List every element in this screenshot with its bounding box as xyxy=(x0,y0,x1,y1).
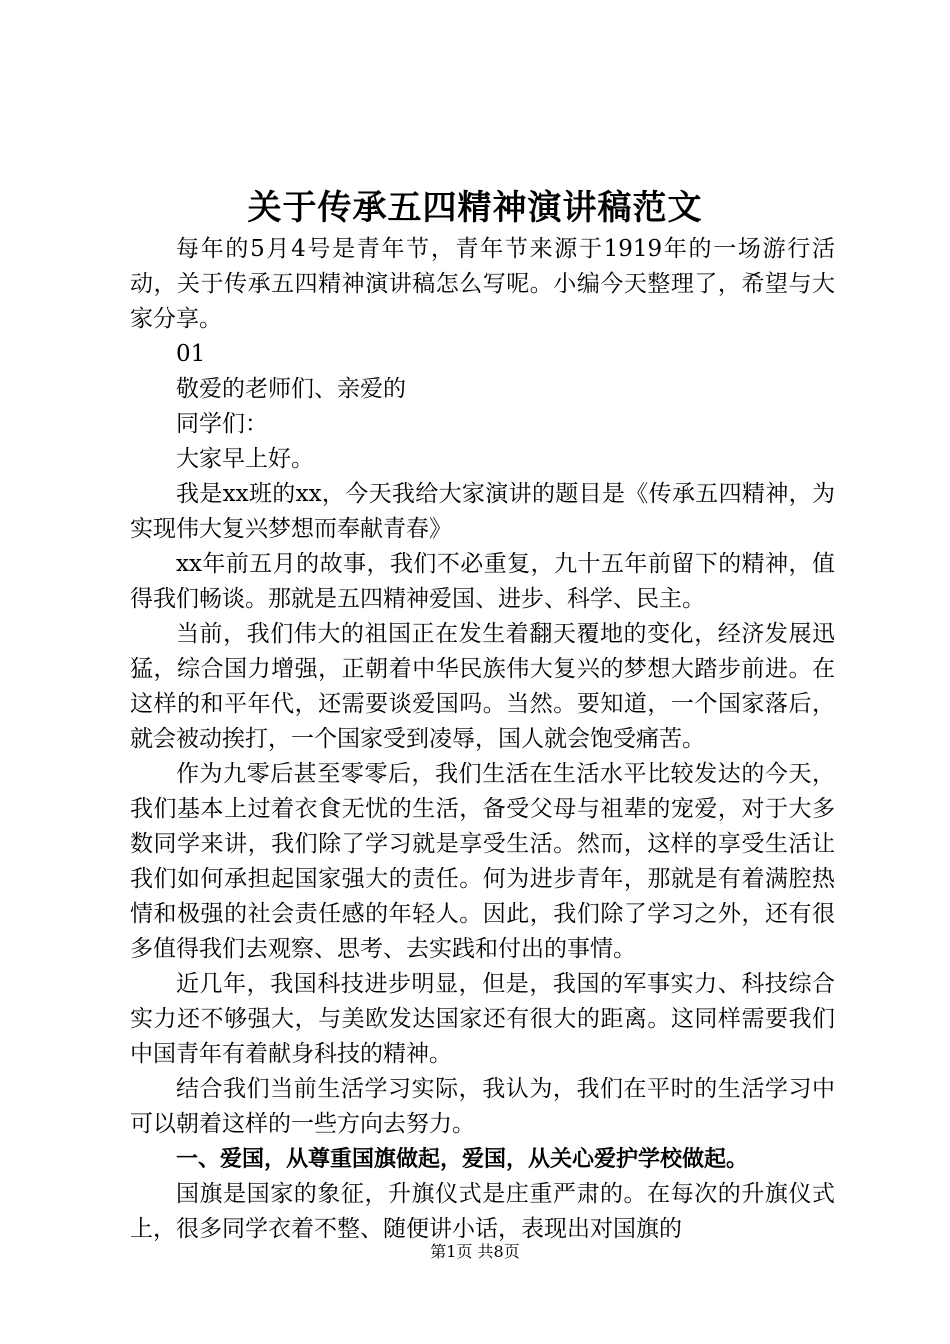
paragraph-intro: 每年的5月4号是青年节，青年节来源于1919年的一场游行活动，关于传承五四精神演讲稿怎么写呢。小编今天整理了，希望与大家分享。 xyxy=(130,236,835,332)
document-body xyxy=(130,232,835,1247)
paragraph-current: 当前，我们伟大的祖国正在发生着翻天覆地的变化，经济发展迅猛，综合国力增强，正朝着中华民族伟大复兴的梦想大踏步前进。在这样的和平年代，还需要谈爱国吗。当然。要知道，一个国家落后，就会被动挨打，一个国家受到凌辱，国人就会饱受痛苦。 xyxy=(130,621,835,752)
paragraph-salutation-2: 同学们： xyxy=(176,411,268,437)
paragraph-flag: 国旗是国家的象征，升旗仪式是庄重严肃的。在每次的升旗仪式上，很多同学衣着不整、随便讲小话，表现出对国旗的 xyxy=(130,1181,835,1242)
paragraph-history: xx年前五月的故事，我们不必重复，九十五年前留下的精神，值得我们畅谈。那就是五四精神爱国、进步、科学、民主。 xyxy=(130,551,835,612)
paragraph-salutation-1: 敬爱的老师们、亲爱的 xyxy=(176,376,406,402)
paragraph-direction: 结合我们当前生活学习实际，我认为，我们在平时的生活学习中可以朝着这样的一些方向去努力。 xyxy=(130,1076,835,1137)
page-footer: 第1页 共8页 xyxy=(430,1242,520,1261)
paragraph-self-intro: 我是xx班的xx，今天我给大家演讲的题目是《传承五四精神，为实现伟大复兴梦想而奉献青春》 xyxy=(130,481,835,542)
paragraph-heading-one: 一、爱国，从尊重国旗做起，爱国，从关心爱护学校做起。 xyxy=(176,1147,749,1172)
paragraph-technology: 近几年，我国科技进步明显，但是，我国的军事实力、科技综合实力还不够强大，与美欧发达国家还有很大的距离。这同样需要我们中国青年有着献身科技的精神。 xyxy=(130,971,835,1067)
document-title: 关于传承五四精神演讲稿范文 xyxy=(247,188,703,228)
paragraph-generation: 作为九零后甚至零零后，我们生活在生活水平比较发达的今天，我们基本上过着衣食无忧的生活，备受父母与祖辈的宠爱，对于大多数同学来讲，我们除了学习就是享受生活。然而，这样的享受生活让我们如何承担起国家强大的责任。何为进步青年，那就是有着满腔热情和极强的社会责任感的年轻人。因此，我们除了学习之外，还有很多值得我们去观察、思考、去实践和付出的事情。 xyxy=(130,761,835,962)
paragraph-greeting: 大家早上好。 xyxy=(176,446,314,472)
paragraph-section-number: 01 xyxy=(176,341,206,367)
